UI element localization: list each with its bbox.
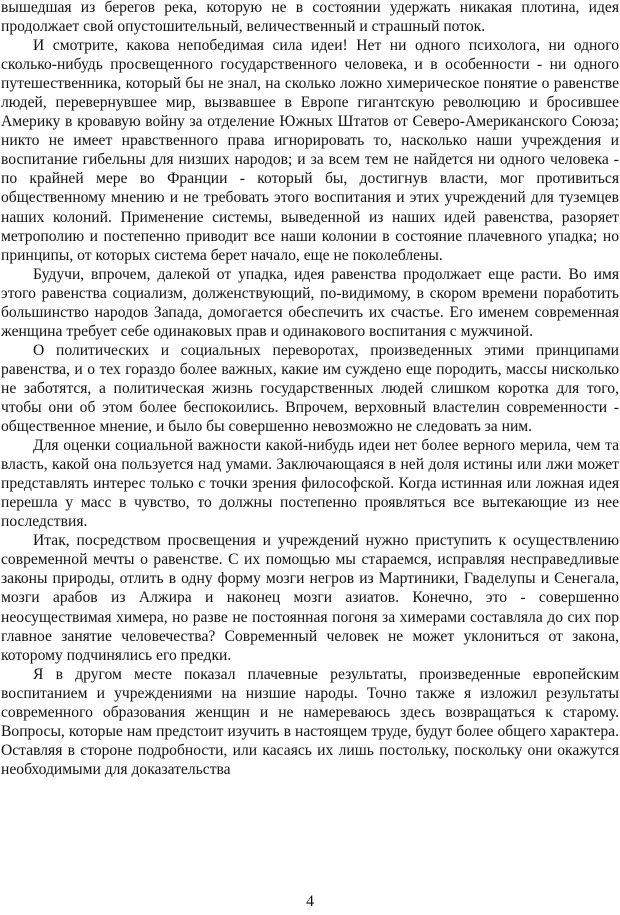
paragraph-1: вышедшая из берегов река, которую не в состоянии удержать никакая плотина, идея продолжает свой опустошительный, величественный и страшный поток. [1, 0, 619, 36]
paragraph-3: Будучи, впрочем, далекой от упадка, идея равенства продолжает еще расти. Во имя этого равенства социализм, долженствующий, по-видимому, в скором времени поработить большинство народов Запада, домогается обеспечить их счастье. Его именем современная женщина требует себе одинаковых прав и одинакового воспитания с мужчиной. [1, 265, 619, 340]
page-number: 4 [306, 893, 314, 910]
body-text [1, 0, 619, 779]
paragraph-6: Итак, посредством просвещения и учреждений нужно приступить к осуществлению современной мечты о равенстве. С их помощью мы стараемся, исправляя несправедливые законы природы, отлить в одну форму мозги негров из Мартиники, Гваделупы и Сенегала, мозги арабов из Алжира и наконец мозги азиатов. Конечно, это - совершенно неосуществимая химера, но разве не постоянная погоня за химерами составляла до сих пор главное занятие человечества? Современный человек не может уклониться от закона, которому подчинялись его предки. [1, 532, 619, 664]
paragraph-2: И смотрите, какова непобедимая сила идеи! Нет ни одного психолога, ни одного сколько-нибудь просвещенного государственного человека, и в особенности - ни одного путешественника, который бы не знал, на сколько ложно химерическое понятие о равенстве людей, перевернувшее мир, вызвавшее в Европе гигантскую революцию и бросившее Америку в кровавую войну за отделение Южных Штатов от Северо-Американского Союза; никто не имеет нравственного права игнорировать то, насколько наши учреждения и воспитание гибельны для низших народов; и за всем тем не найдется ни одного человека - по крайней мере во Франции - который бы, достигнув власти, мог противиться общественному мнению и не требовать этого воспитания и этих учреждений для туземцев наших колоний. Применение системы, выведенной из наших идей равенства, разоряет метрополию и постепенно приводит все наши колонии в состояние плачевного упадка; но принципы, от которых система берет начало, еще не поколеблены. [1, 37, 619, 264]
paragraph-7: Я в другом месте показал плачевные результаты, произведенные европейским воспитанием и учреждениями на низшие народы. Точно также я изложил результаты современного образования женщин и не намереваюсь здесь возвращаться к старому. Вопросы, которые нам предстоит изучить в настоящем труде, будут более общего характера. Оставляя в стороне подробности, или касаясь их лишь постольку, поскольку они окажутся необходимыми для доказательства [1, 665, 619, 778]
paragraph-5: Для оценки социальной важности какой-нибудь идеи нет более верного мерила, чем та власть, какой она пользуется над умами. Заключающаяся в ней доля истины или лжи может представлять интерес только с точки зрения философской. Когда истинная или ложная идея перешла у масс в чувство, то должны постепенно проявляться все вытекающие из нее последствия. [1, 437, 619, 531]
paragraph-4: О политических и социальных переворотах, произведенных этими принципами равенства, и о тех гораздо более важных, какие им суждено еще породить, массы нисколько не заботятся, а политическая жизнь государственных людей слишком коротка для того, чтобы они об этом более беспокоились. Впрочем, верховный властелин современности - общественное мнение, и было бы совершенно невозможно не следовать за ним. [1, 341, 619, 436]
